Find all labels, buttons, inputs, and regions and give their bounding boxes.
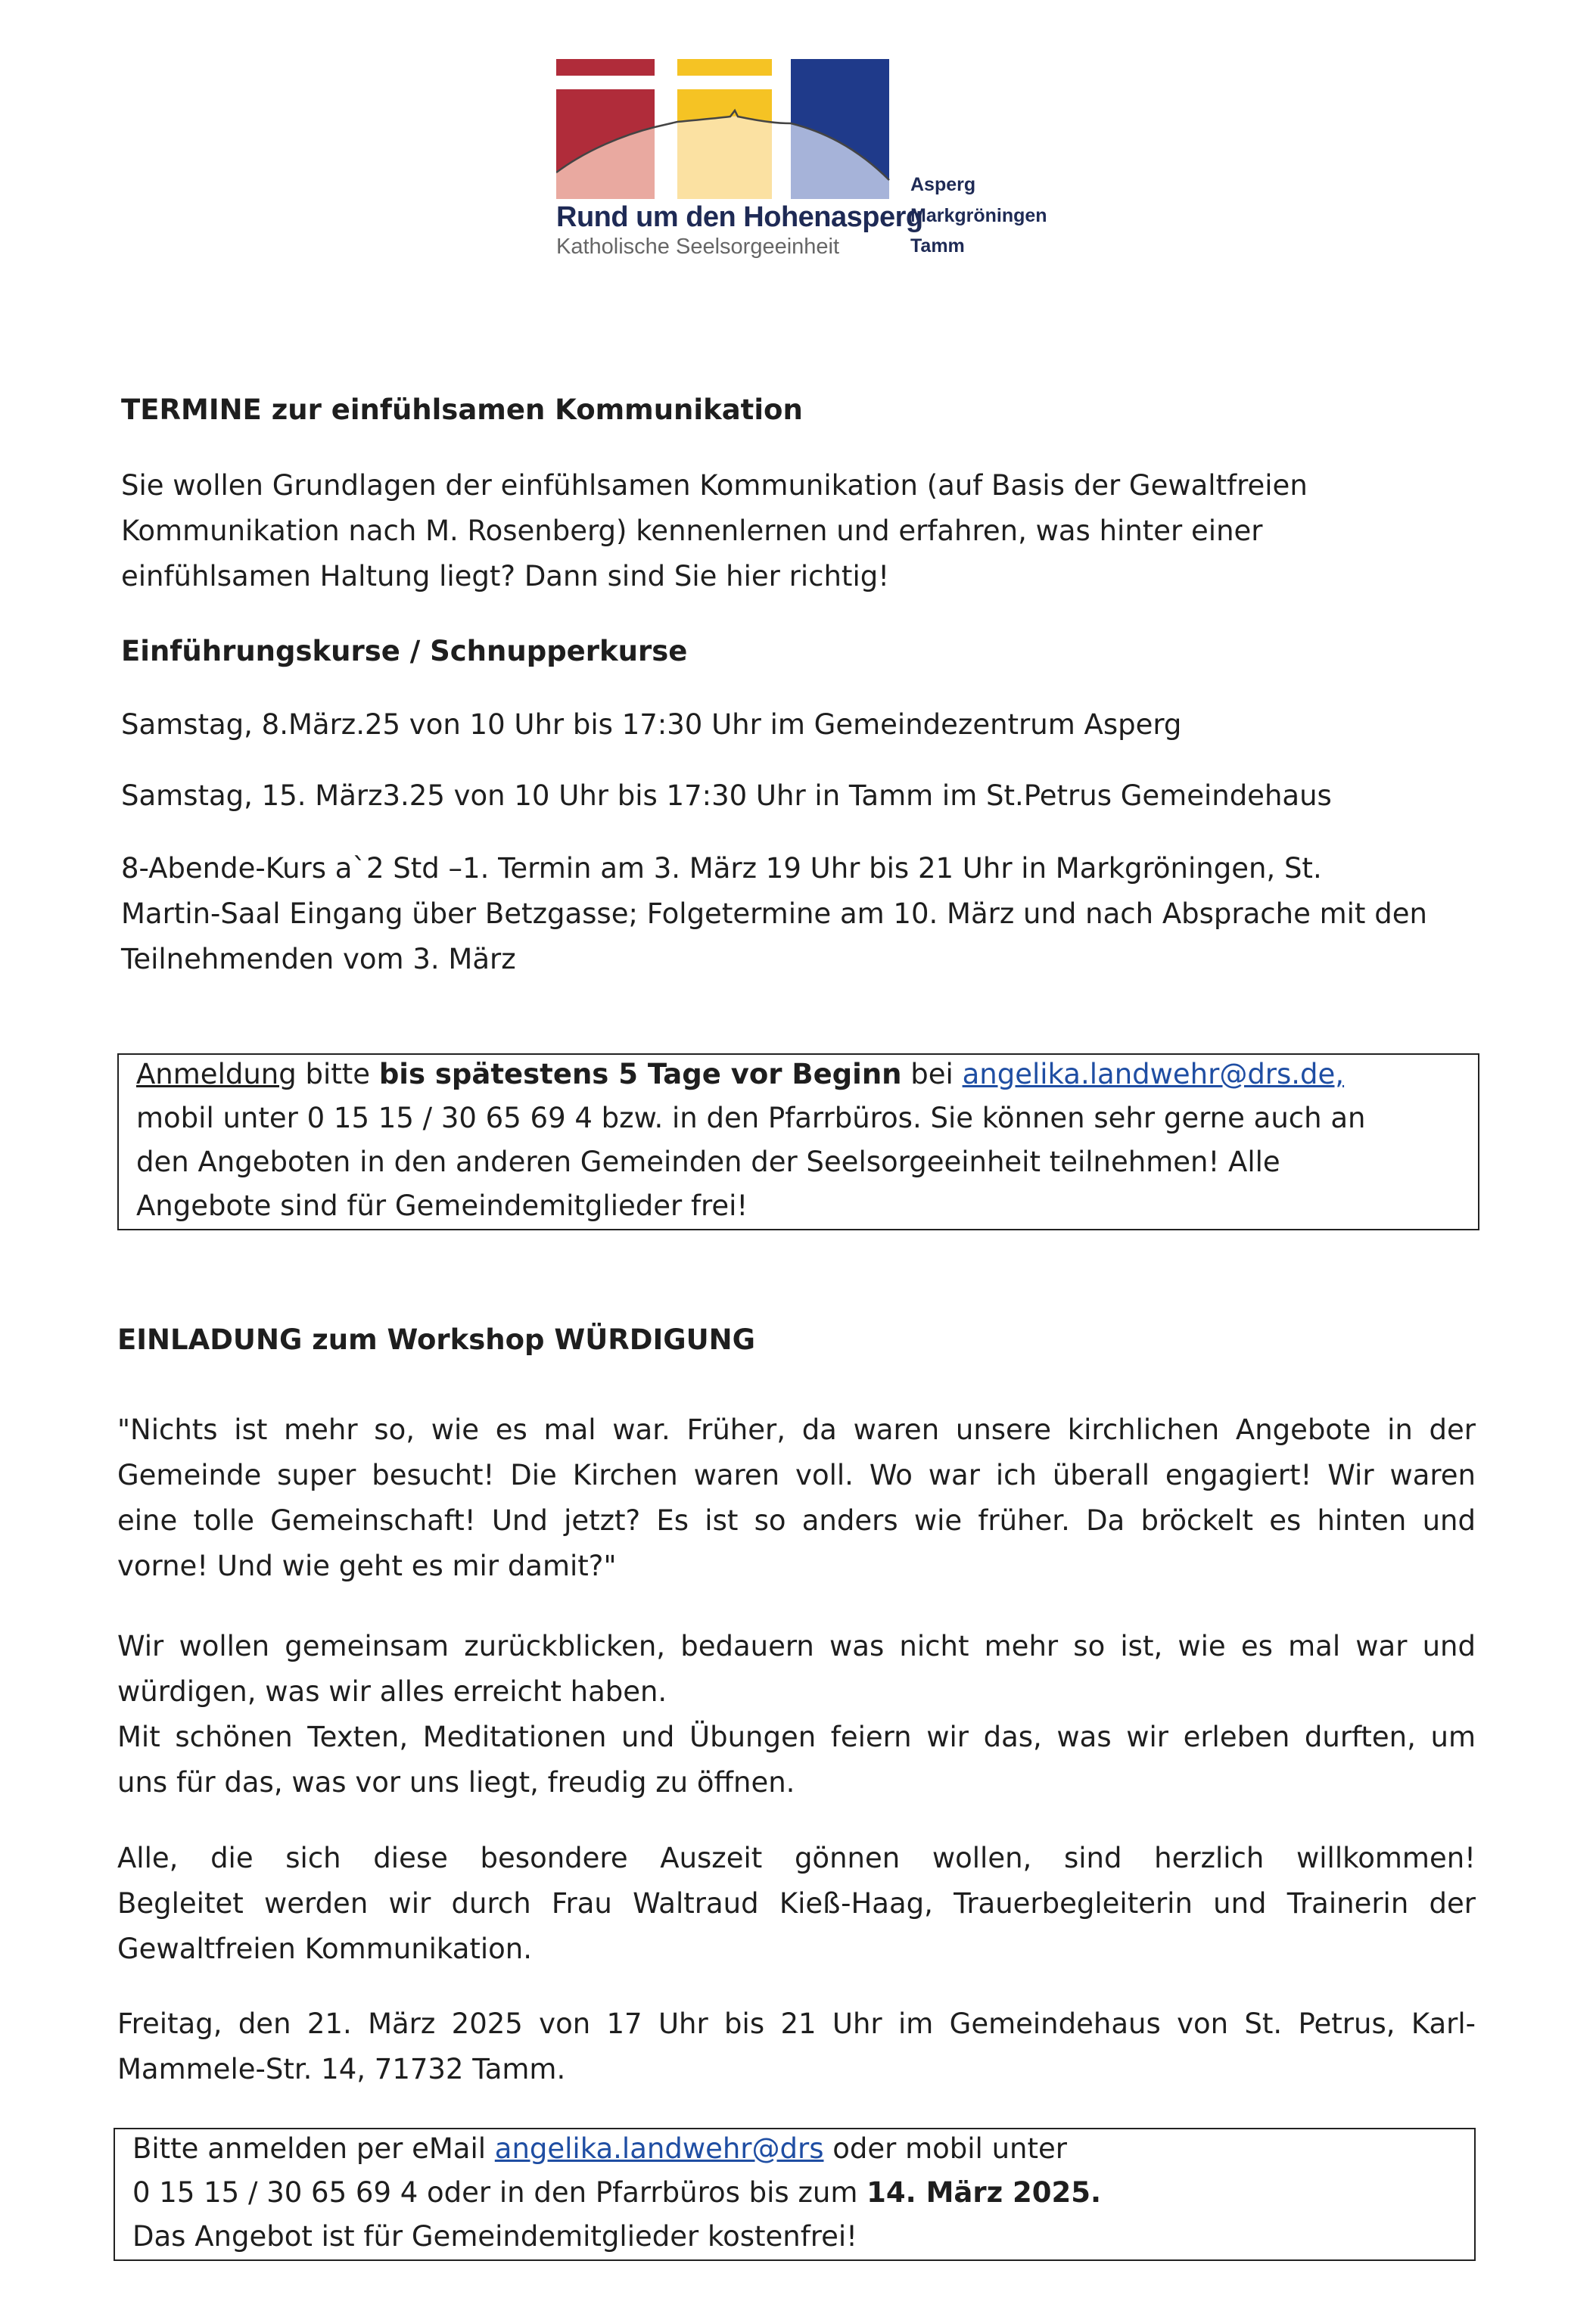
p2-line: Wir wollen gemeinsam zurückblicken, bedauern was nicht mehr so ist, wie es mal war und: [117, 1630, 1476, 1662]
logo-title: Rund um den Hohenasperg: [556, 201, 923, 233]
date3-line: Martin-Saal Eingang über Betzgasse; Folgetermine am 10. März und nach Absprache mit den: [121, 897, 1427, 930]
text-span: bei: [901, 1058, 963, 1090]
date3-line: Teilnehmenden vom 3. März: [121, 943, 516, 975]
heading-keyword: TERMINE: [121, 393, 262, 426]
logo-town-markgroeningen: Markgröningen: [910, 205, 1047, 226]
logo-town-tamm: Tamm: [910, 235, 965, 257]
intro-line: Kommunikation nach M. Rosenberg) kennenlernen und erfahren, was hinter einer: [121, 515, 1263, 547]
section2-quote: [117, 1407, 1476, 1589]
deadline-date: 14. März 2025.: [866, 2176, 1102, 2209]
logo: [556, 59, 1047, 271]
p3-line: Alle, die sich diese besondere Auszeit gönnen wollen, sind herzlich willkommen!: [117, 1842, 1476, 1874]
registration-label: Anmeldung: [136, 1058, 297, 1090]
logo-town-asperg: Asperg: [910, 174, 976, 195]
section1-heading: [121, 391, 803, 429]
registration-box-2-text: [132, 2127, 1101, 2259]
section2-heading: EINLADUNG zum Workshop WÜRDIGUNG: [117, 1323, 755, 1356]
quote-line: "Nichts ist mehr so, wie es mal war. Früher, da waren unsere kirchlichen Angebote in der: [117, 1413, 1476, 1446]
box1-line-2: mobil unter 0 15 15 / 30 65 69 4 bzw. in den Pfarrbüros. Sie können sehr gerne auch an: [136, 1102, 1366, 1134]
p2-line: uns für das, was vor uns liegt, freudig zu öffnen.: [117, 1766, 795, 1799]
course-date-3: [121, 846, 1427, 982]
section1-intro: [121, 463, 1308, 599]
text-span: Bitte anmelden per eMail: [132, 2132, 495, 2165]
box1-line-1: [136, 1053, 1365, 1096]
p3-line: Begleitet werden wir durch Frau Waltraud Kieß-Haag, Trauerbegleiterin und Trainerin der: [117, 1887, 1476, 1920]
p2-line: würdigen, was wir alles erreicht haben.: [117, 1675, 667, 1708]
email-link[interactable]: angelika.landwehr@drs.de,: [962, 1058, 1345, 1090]
p4-line: Mammele-Str. 14, 71732 Tamm.: [117, 2053, 566, 2085]
course-date-1: Samstag, 8.März.25 von 10 Uhr bis 17:30 Uhr im Gemeindezentrum Asperg: [121, 708, 1182, 741]
section2-paragraph-2: [117, 1624, 1476, 1805]
hohenasperg-logo-graphic: [556, 59, 897, 199]
registration-box-2: [114, 2128, 1476, 2261]
text-span: bitte: [296, 1058, 379, 1090]
box1-line-4: Angebote sind für Gemeindemitglieder frei!: [136, 1190, 748, 1222]
p3-line: Gewaltfreien Kommunikation.: [117, 1933, 533, 1965]
intro-line: Sie wollen Grundlagen der einfühlsamen Kommunikation (auf Basis der Gewaltfreien: [121, 469, 1308, 502]
text-span: oder mobil unter: [823, 2132, 1067, 2165]
date3-line: 8-Abende-Kurs a`2 Std –1. Termin am 3. März 19 Uhr bis 21 Uhr in Markgröningen, St.: [121, 852, 1322, 885]
box1-line-3: den Angeboten in den anderen Gemeinden der Seelsorgeeinheit teilnehmen! Alle: [136, 1146, 1280, 1178]
quote-line: eine tolle Gemeinschaft! Und jetzt? Es ist so anders wie früher. Da bröckelt es hinten und: [117, 1504, 1476, 1537]
section1-subheading: Einführungskurse / Schnupperkurse: [121, 635, 688, 667]
quote-line: vorne! Und wie geht es mir damit?": [117, 1550, 617, 1582]
box2-line-3: Das Angebot ist für Gemeindemitglieder kostenfrei!: [132, 2220, 858, 2253]
registration-box-1-text: [136, 1053, 1365, 1228]
logo-subtitle: Katholische Seelsorgeeinheit: [556, 235, 840, 259]
quote-line: Gemeinde super besucht! Die Kirchen waren voll. Wo war ich überall engagiert! Wir waren: [117, 1459, 1476, 1491]
email-link[interactable]: angelika.landwehr@drs: [494, 2132, 824, 2165]
heading-rest: zur einfühlsamen Kommunikation: [261, 393, 803, 426]
p2-line: Mit schönen Texten, Meditationen und Übungen feiern wir das, was wir erleben durften, um: [117, 1721, 1476, 1753]
p4-line: Freitag, den 21. März 2025 von 17 Uhr bis 21 Uhr im Gemeindehaus von St. Petrus, Karl-: [117, 2007, 1476, 2040]
text-span: 0 15 15 / 30 65 69 4 oder in den Pfarrbüros bis zum: [132, 2176, 867, 2209]
course-date-2: Samstag, 15. März3.25 von 10 Uhr bis 17:30 Uhr in Tamm im St.Petrus Gemeindehaus: [121, 779, 1332, 812]
section2-paragraph-3: [117, 1836, 1476, 1972]
section2-event-date: [117, 2001, 1476, 2092]
registration-box-1: [117, 1053, 1479, 1230]
box2-line-2: [132, 2171, 1101, 2215]
deadline-text: bis spätestens 5 Tage vor Beginn: [378, 1058, 902, 1090]
intro-line: einfühlsamen Haltung liegt? Dann sind Sie hier richtig!: [121, 560, 890, 592]
box2-line-1: [132, 2127, 1101, 2171]
